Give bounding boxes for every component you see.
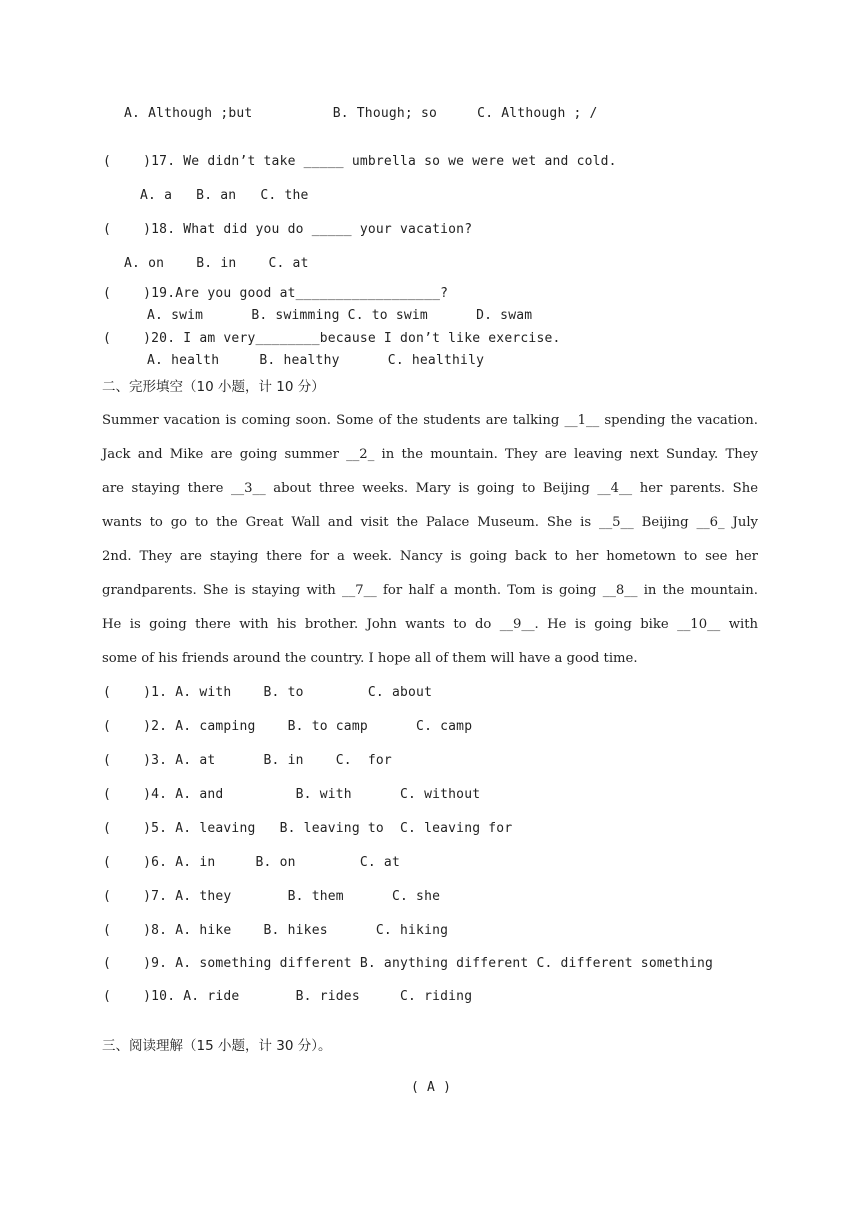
passage-line: grandparents. She is staying with __7__ for half a month. Tom is going __8__ in the mountain. bbox=[102, 583, 758, 598]
section3-heading: 三、阅读理解（15 小题，计 30 分）。 bbox=[102, 1038, 332, 1054]
passage-line: wants to go to the Great Wall and visit the Palace Museum. She is __5__ Beijing __6_ July bbox=[102, 515, 758, 530]
section2-heading: 二、完形填空（10 小题，计 10 分） bbox=[102, 379, 325, 395]
passage-line: some of his friends around the country. I hope all of them will have a good time. bbox=[102, 651, 638, 666]
cloze-question: ( )5. A. leaving B. leaving to C. leaving for bbox=[103, 821, 513, 836]
cloze-question: ( )7. A. they B. them C. she bbox=[103, 889, 441, 904]
cloze-question: ( )9. A. something different B. anything different C. different something bbox=[103, 956, 714, 971]
cloze-question: ( )3. A. at B. in C. for bbox=[103, 753, 392, 768]
passage-line: 2nd. They are staying there for a week. Nancy is going back to her hometown to see her bbox=[102, 549, 758, 564]
q20-options: A. health B. healthy C. healthily bbox=[147, 353, 485, 368]
q19-stem: ( )19.Are you good at__________________? bbox=[103, 286, 449, 301]
cloze-question: ( )4. A. and B. with C. without bbox=[103, 787, 481, 802]
q20-stem: ( )20. I am very________because I don’t like exercise. bbox=[103, 331, 561, 346]
passage-line: Jack and Mike are going summer __2_ in the mountain. They are leaving next Sunday. They bbox=[102, 447, 758, 462]
passage-a-label: ( A ) bbox=[411, 1080, 452, 1095]
cloze-question: ( )10. A. ride B. rides C. riding bbox=[103, 989, 473, 1004]
passage-line: Summer vacation is coming soon. Some of the students are talking __1__ spending the vacation. bbox=[102, 413, 758, 428]
cloze-question: ( )2. A. camping B. to camp C. camp bbox=[103, 719, 473, 734]
q16-options: A. Although ;but B. Though; so C. Although ; / bbox=[124, 106, 598, 121]
passage-line: are staying there __3__ about three weeks. Mary is going to Beijing __4__ her parents. She bbox=[102, 481, 758, 496]
q17-options: A. a B. an C. the bbox=[140, 188, 309, 203]
cloze-question: ( )8. A. hike B. hikes C. hiking bbox=[103, 923, 449, 938]
cloze-question: ( )1. A. with B. to C. about bbox=[103, 685, 433, 700]
q18-options: A. on B. in C. at bbox=[124, 256, 309, 271]
q18-stem: ( )18. What did you do _____ your vacation? bbox=[103, 222, 473, 237]
passage-line: He is going there with his brother. John wants to do __9__. He is going bike __10__ with bbox=[102, 617, 758, 632]
q17-stem: ( )17. We didn’t take _____ umbrella so we were wet and cold. bbox=[103, 154, 617, 169]
q19-options: A. swim B. swimming C. to swim D. swam bbox=[147, 308, 533, 323]
cloze-question: ( )6. A. in B. on C. at bbox=[103, 855, 400, 870]
